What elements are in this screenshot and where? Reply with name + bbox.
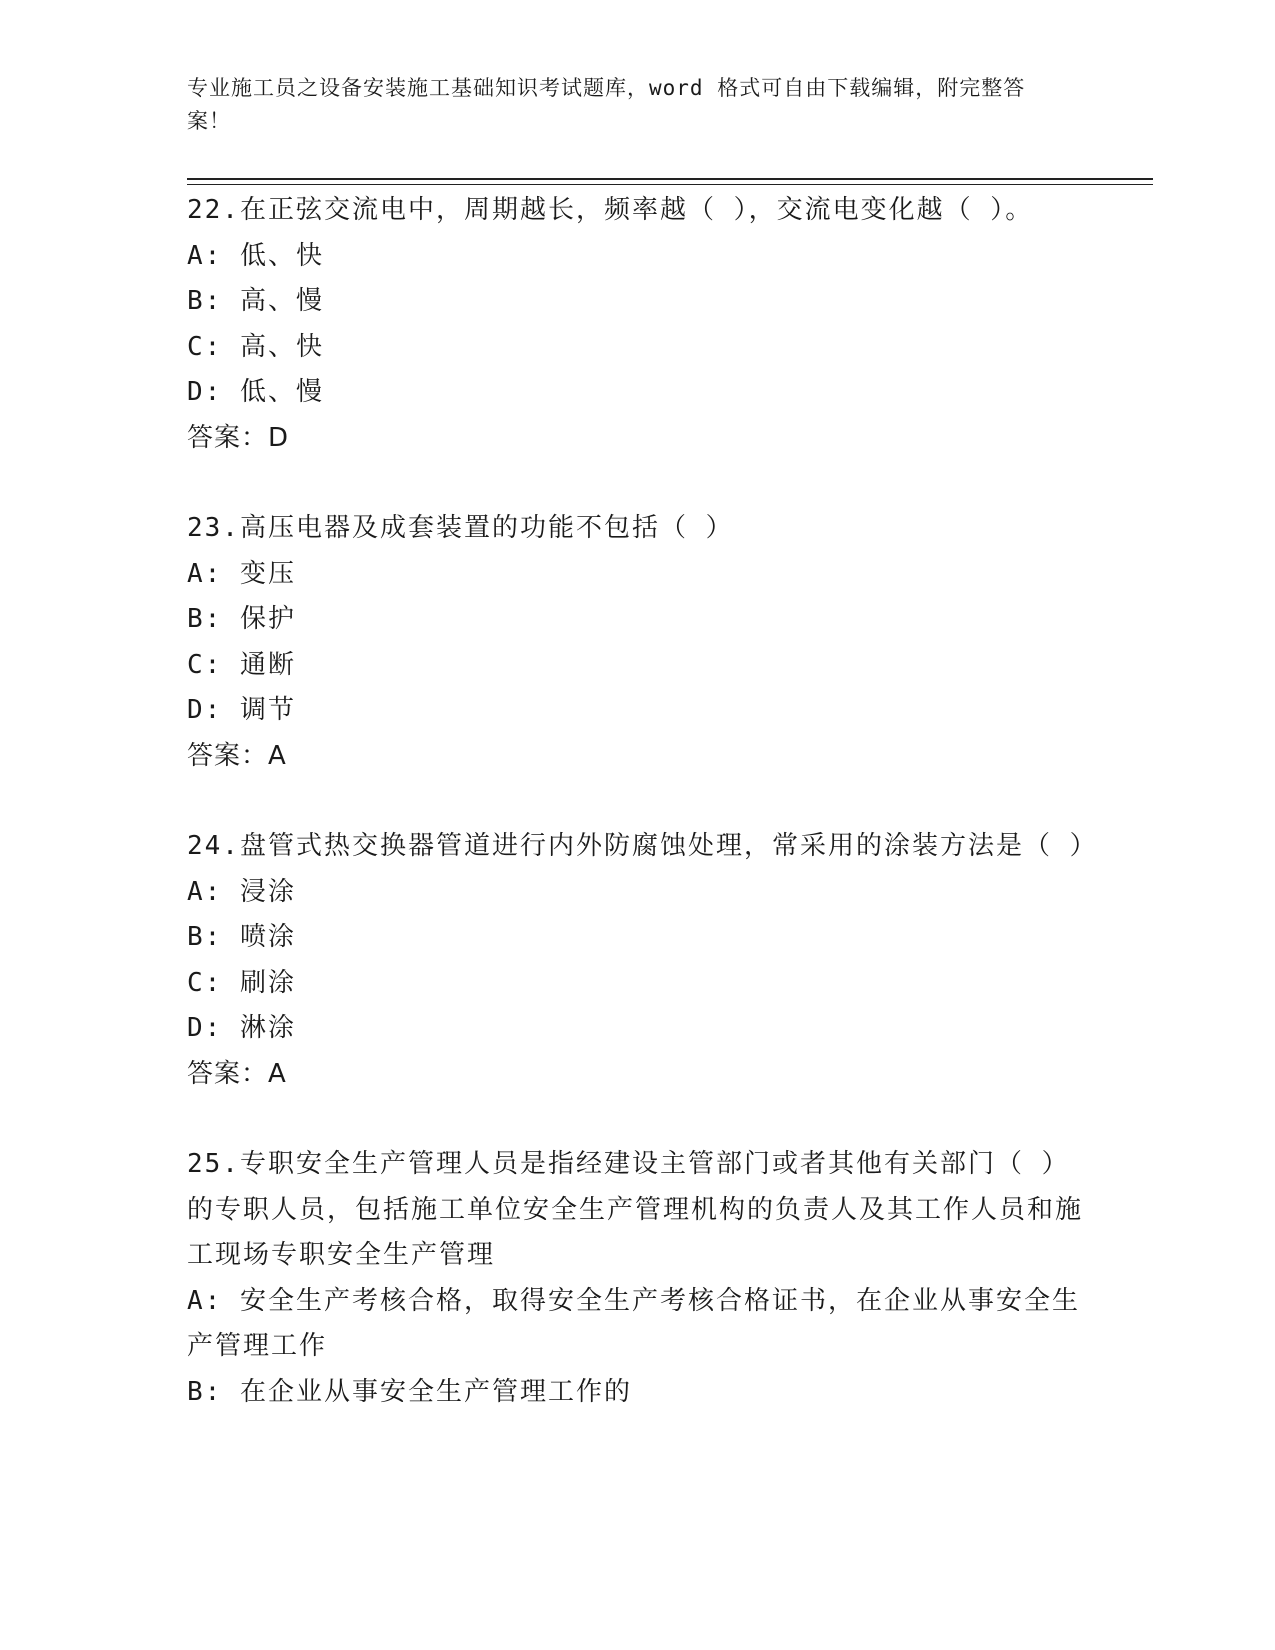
option-d: D: 调节 [187,695,296,725]
option-c: C: 刷涂 [187,967,296,998]
question-text: 24.盘管式热交换器管道进行内外防腐蚀处理，常采用的涂装方法是（ ） [187,831,1098,861]
option-b: B: 喷涂 [187,922,296,952]
answer: 答案：A [187,1058,287,1089]
question-text: 22.在正弦交流电中，周期越长，频率越（ ），交流电变化越（ ）。 [187,195,1034,225]
question-23 [187,506,1087,779]
question-list [187,188,1098,1460]
answer: 答案：A [187,740,287,771]
question-text: 23.高压电器及成套装置的功能不包括（ ） [187,513,734,543]
option-a: A: 低、快 [187,240,324,271]
option-d: D: 低、慢 [187,377,324,407]
document-header: 专业施工员之设备安装施工基础知识考试题库，word 格式可自由下载编辑，附完整答案！ [187,76,1026,133]
option-a: A: 安全生产考核合格，取得安全生产考核合格证书，在企业从事安全生产管理工作 [187,1285,1080,1361]
answer: 答案：D [187,422,290,453]
header-rule-thin [187,184,1153,185]
question-25 [187,1142,1087,1415]
option-c: C: 高、快 [187,331,324,362]
option-a: A: 变压 [187,558,296,589]
option-d: D: 淋涂 [187,1013,296,1043]
option-b: B: 在企业从事安全生产管理工作的 [187,1376,632,1407]
question-22 [187,188,1087,461]
question-24 [187,824,1098,1097]
question-text: 25.专职安全生产管理人员是指经建设主管部门或者其他有关部门（ ）的专职人员，包括施工单位安全生产管理机构的负责人及其工作人员和施工现场专职安全生产管理 [187,1149,1084,1270]
option-b: B: 高、慢 [187,286,324,316]
option-a: A: 浸涂 [187,876,296,907]
option-c: C: 通断 [187,649,296,680]
header-rule-thick [187,178,1153,180]
option-b: B: 保护 [187,604,296,634]
